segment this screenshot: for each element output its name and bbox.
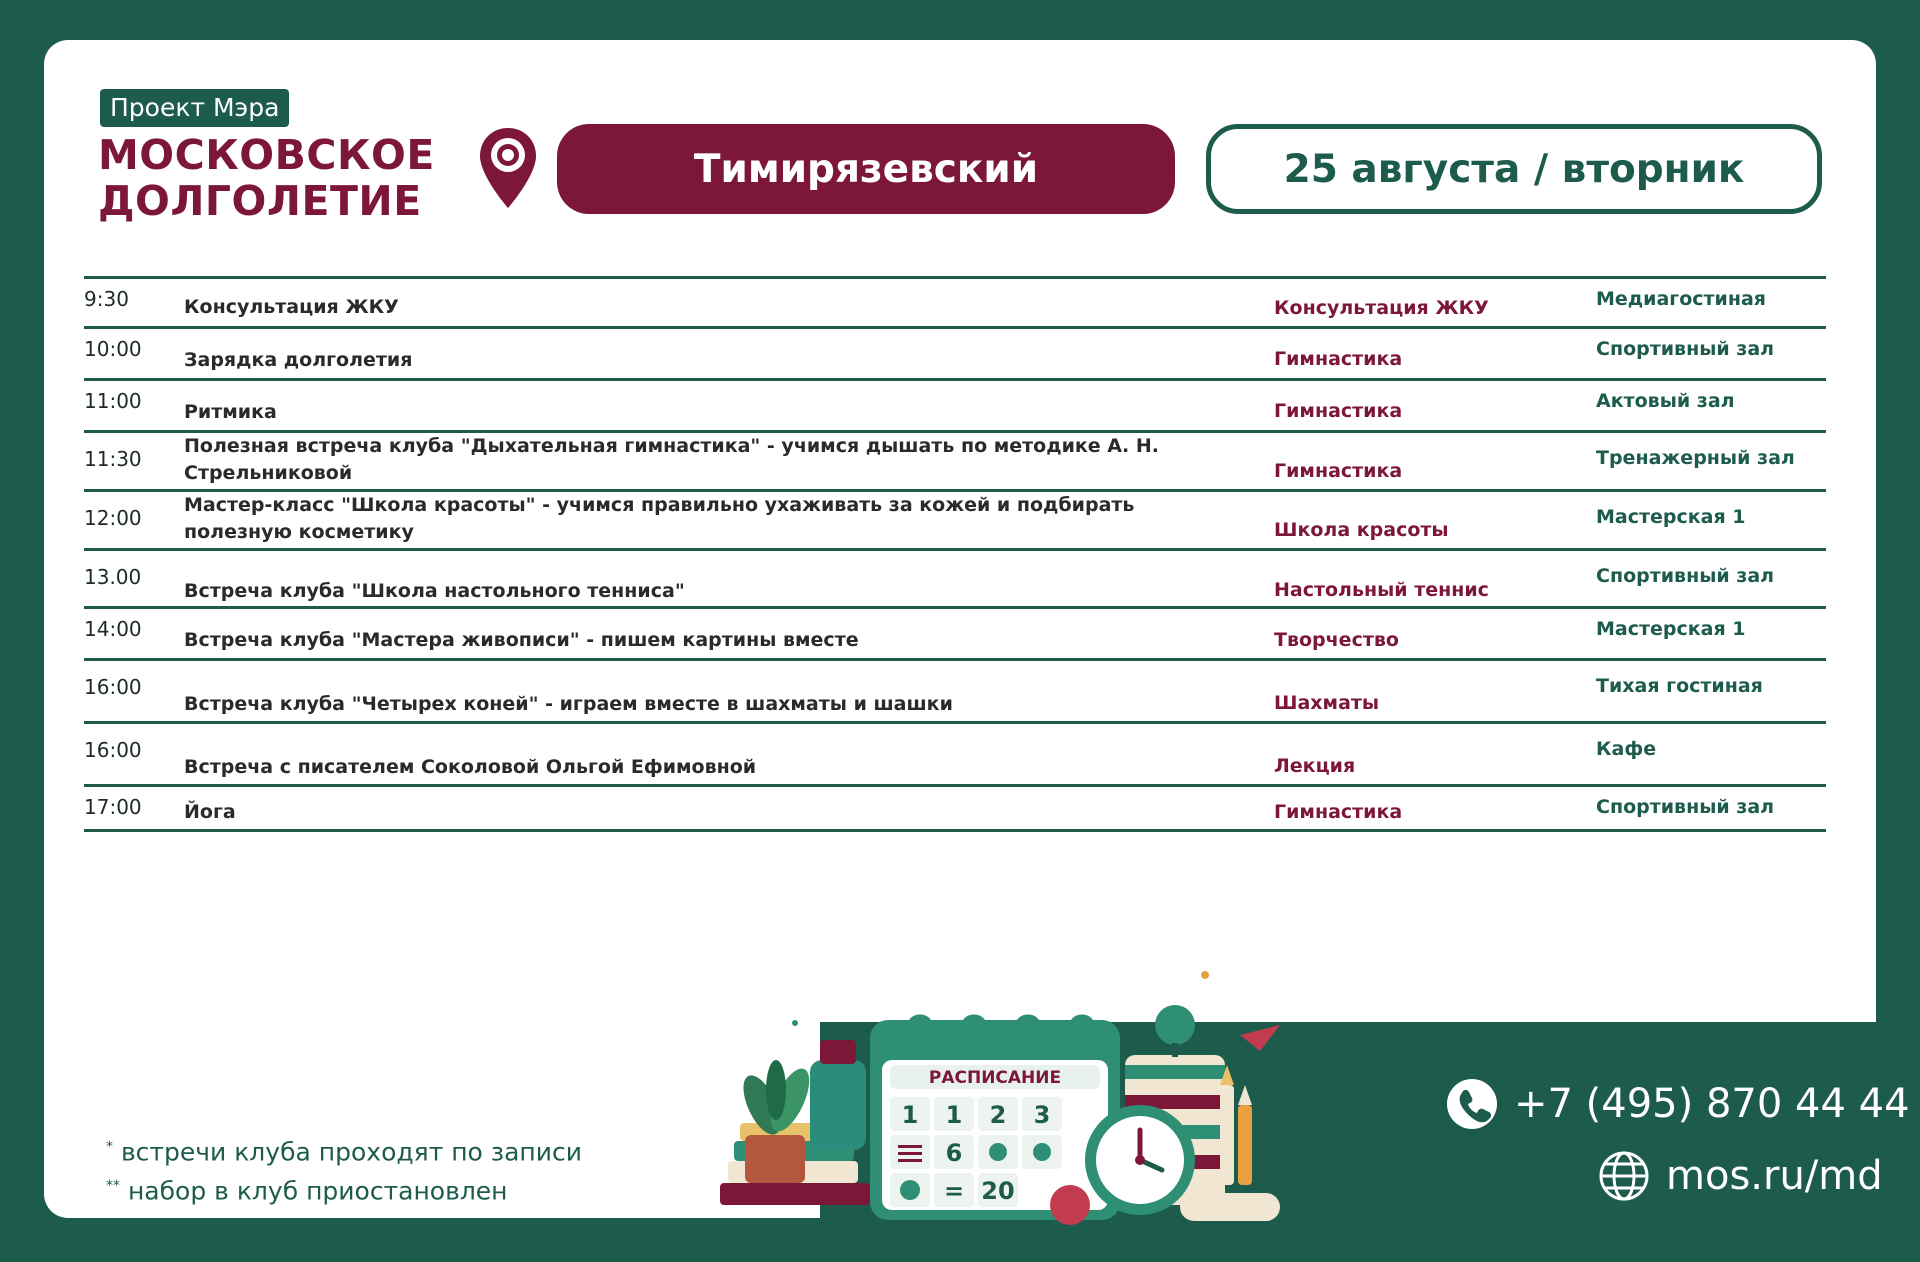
row-time: 9:30	[84, 287, 129, 311]
phone-contact	[1446, 1078, 1910, 1130]
row-time: 12:00	[84, 506, 142, 530]
row-time: 16:00	[84, 738, 142, 762]
site-contact	[1598, 1150, 1883, 1202]
calendar-cell: 1	[945, 1101, 963, 1129]
footnote-2	[106, 1169, 582, 1208]
row-category: Гимнастика	[1274, 348, 1403, 370]
calendar-cell: 20	[981, 1177, 1015, 1205]
phone-icon	[1446, 1078, 1498, 1130]
site-url[interactable]: mos.ru/md	[1666, 1153, 1883, 1199]
row-room: Мастерская 1	[1596, 618, 1746, 640]
table-row	[84, 724, 1826, 787]
calendar-cell: 6	[945, 1139, 963, 1167]
row-category: Творчество	[1274, 629, 1399, 651]
calendar-cell: 3	[1033, 1101, 1051, 1129]
row-room: Тихая гостиная	[1596, 675, 1763, 697]
row-time: 14:00	[84, 617, 142, 641]
table-row	[84, 551, 1826, 609]
row-room: Спортивный зал	[1596, 338, 1775, 360]
row-title: Зарядка долголетия	[184, 349, 413, 371]
table-row	[84, 609, 1826, 661]
footnote-mark-2: **	[106, 1178, 120, 1195]
calendar-label: РАСПИСАНИЕ	[928, 1068, 1062, 1088]
schedule-table	[84, 276, 1826, 832]
table-row	[84, 661, 1826, 724]
footnotes	[106, 1130, 582, 1209]
row-title: Мастер-класс "Школа красоты" - учимся правильно ухаживать за кожей и подбирать полезную косметику	[184, 494, 1135, 543]
table-row	[84, 329, 1826, 381]
calendar-cell: 1	[901, 1101, 919, 1129]
table-row	[84, 381, 1826, 433]
phone-number: +7 (495) 870 44 44	[1514, 1081, 1910, 1127]
row-title: Ритмика	[184, 401, 277, 423]
row-room: Спортивный зал	[1596, 565, 1775, 587]
row-room: Кафе	[1596, 738, 1657, 760]
globe-icon	[1598, 1150, 1650, 1202]
table-row	[84, 492, 1826, 551]
row-category: Настольный теннис	[1274, 579, 1489, 601]
footnote-text-2: набор в клуб приостановлен	[127, 1176, 508, 1206]
table-row	[84, 279, 1826, 329]
row-room: Спортивный зал	[1596, 796, 1775, 818]
row-category: Гимнастика	[1274, 460, 1403, 482]
event-date: 25 августа / вторник	[1206, 124, 1822, 214]
row-time: 16:00	[84, 675, 142, 699]
row-category: Консультация ЖКУ	[1274, 297, 1489, 319]
footnote-text-1: встречи клуба проходят по записи	[120, 1137, 582, 1167]
calendar-cell: 2	[989, 1101, 1007, 1129]
brand-line-1: МОСКОВСКОЕ	[98, 131, 435, 179]
row-room: Тренажерный зал	[1596, 447, 1795, 469]
row-title: Встреча клуба "Школа настольного тенниса"	[184, 580, 685, 602]
calendar-cell: =	[943, 1177, 965, 1205]
footnote-mark-1: *	[106, 1139, 113, 1155]
brand-line-2: ДОЛГОЛЕТИЕ	[98, 177, 422, 225]
row-time: 11:30	[84, 447, 142, 471]
row-category: Шахматы	[1274, 692, 1380, 714]
footnote-1	[106, 1130, 582, 1169]
row-title: Консультация ЖКУ	[184, 296, 399, 318]
location-pin-icon	[478, 126, 538, 210]
row-title: Встреча клуба "Четырех коней" - играем вместе в шахматы и шашки	[184, 693, 953, 715]
row-title: Встреча с писателем Соколовой Ольгой Ефимовной	[184, 756, 757, 778]
brand-logo	[98, 132, 435, 224]
district-name: Тимирязевский	[557, 124, 1175, 214]
row-room: Медиагостиная	[1596, 288, 1766, 310]
table-row	[84, 433, 1826, 492]
row-room: Актовый зал	[1596, 390, 1735, 412]
row-time: 10:00	[84, 337, 142, 361]
row-category: Лекция	[1274, 755, 1356, 777]
row-category: Гимнастика	[1274, 400, 1403, 422]
row-time: 17:00	[84, 795, 142, 819]
row-title: Йога	[184, 801, 236, 823]
row-time: 13.00	[84, 565, 142, 589]
mayor-project-badge: Проект Мэра	[100, 89, 289, 127]
table-row	[84, 787, 1826, 832]
row-title: Полезная встреча клуба "Дыхательная гимнастика" - учимся дышать по методике А. Н. Стрельниковой	[184, 435, 1159, 484]
schedule-illustration	[700, 965, 1300, 1230]
row-category: Школа красоты	[1274, 519, 1449, 541]
row-title: Встреча клуба "Мастера живописи" - пишем картины вместе	[184, 629, 859, 651]
row-time: 11:00	[84, 389, 142, 413]
row-room: Мастерская 1	[1596, 506, 1746, 528]
row-category: Гимнастика	[1274, 801, 1403, 823]
